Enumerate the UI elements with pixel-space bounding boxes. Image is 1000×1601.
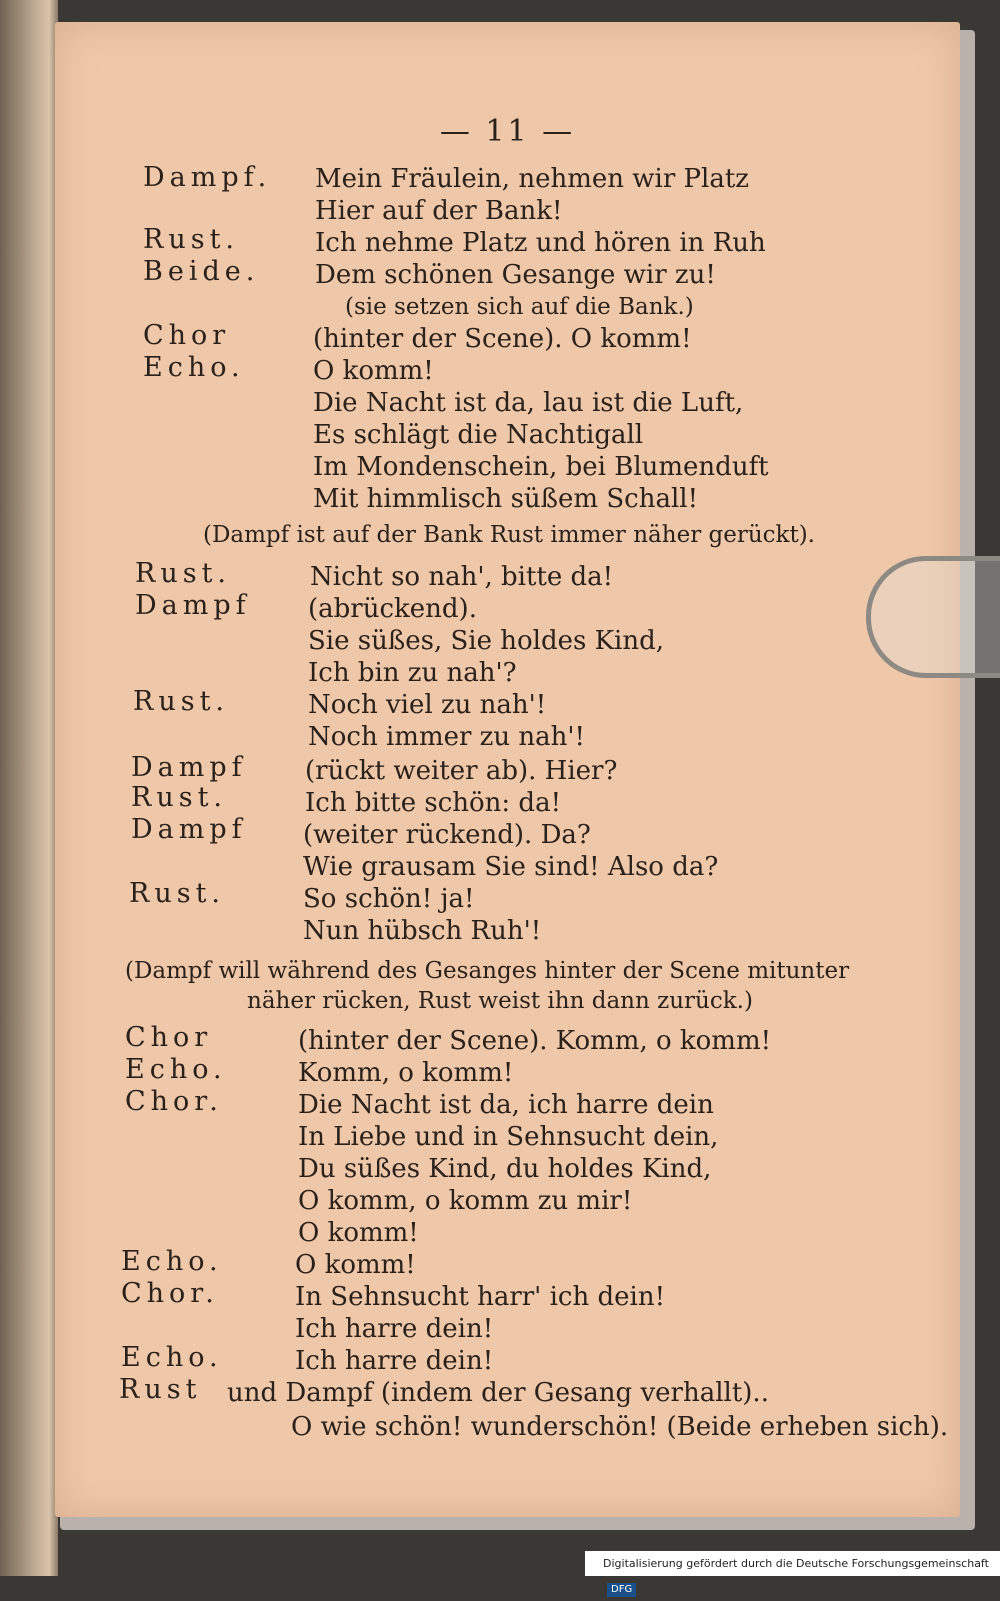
verse-line: Im Mondenschein, bei Blumenduft [313, 452, 769, 482]
verse-line: (rückt weiter ab). Hier? [305, 756, 618, 786]
funding-footer [585, 1551, 1000, 1595]
speaker-label: Rust. [129, 878, 226, 909]
verse-line: Noch viel zu nah'! [308, 690, 547, 720]
stage-direction: näher rücken, Rust weist ihn dann zurück.) [247, 988, 753, 1014]
speaker-label: Rust [119, 1374, 202, 1405]
speaker-label: Echo. [125, 1054, 227, 1085]
verse-line: Ich harre dein! [295, 1314, 494, 1344]
verse-line: So schön! ja! [303, 884, 475, 914]
verse-line: Dem schönen Gesange wir zu! [315, 260, 716, 290]
verse-line: Hier auf der Bank! [315, 196, 563, 226]
verse-line: O komm! [298, 1218, 419, 1248]
verse-line: Ich harre dein! [295, 1346, 494, 1376]
page-number: — 11 — [439, 114, 576, 149]
verse-line: In Liebe und in Sehnsucht dein, [298, 1122, 719, 1152]
verse-line: (abrückend). [308, 594, 477, 624]
verse-line: (weiter rückend). Da? [303, 820, 591, 850]
dfg-logo: DFG [607, 1583, 636, 1597]
speaker-label: Echo. [121, 1246, 223, 1277]
verse-line: Du süßes Kind, du holdes Kind, [298, 1154, 712, 1184]
verse-line: Sie süßes, Sie holdes Kind, [308, 626, 665, 656]
verse-line: Ich nehme Platz und hören in Ruh [315, 228, 766, 258]
verse-line: Nicht so nah', bitte da! [310, 562, 614, 592]
verse-line: Noch immer zu nah'! [308, 722, 585, 752]
speaker-label: Beide. [143, 256, 260, 287]
verse-line: (hinter der Scene). Komm, o komm! [298, 1026, 772, 1056]
speaker-label: Chor [125, 1022, 213, 1053]
book-page [55, 22, 960, 1517]
stage-direction: (Dampf will während des Gesanges hinter der Scene mitunter [125, 958, 850, 984]
speaker-label: Dampf. [143, 162, 272, 193]
stage-direction: (sie setzen sich auf die Bank.) [345, 294, 694, 320]
verse-line: O komm, o komm zu mir! [298, 1186, 633, 1216]
facing-page-edge [0, 0, 58, 1576]
speaker-label: Chor. [121, 1278, 219, 1309]
speaker-label: Chor. [125, 1086, 223, 1117]
speaker-label: Rust. [143, 224, 240, 255]
verse-line: (hinter der Scene). O komm! [313, 324, 692, 354]
speaker-label: Rust. [131, 782, 228, 813]
verse-line: Mein Fräulein, nehmen wir Platz [315, 164, 749, 194]
verse-line: Wie grausam Sie sind! Also da? [303, 852, 719, 882]
speaker-label: Chor [143, 320, 231, 351]
verse-line: In Sehnsucht harr' ich dein! [295, 1282, 666, 1312]
speaker-label: Rust. [135, 558, 232, 589]
verse-line: Mit himmlisch süßem Schall! [313, 484, 699, 514]
speaker-label: Dampf [135, 590, 251, 621]
speaker-label: Echo. [143, 352, 245, 383]
verse-line: Ich bitte schön: da! [305, 788, 562, 818]
speaker-label: Dampf [131, 752, 247, 783]
verse-line: Die Nacht ist da, ich harre dein [298, 1090, 714, 1120]
verse-line: O komm! [295, 1250, 416, 1280]
verse-line: Die Nacht ist da, lau ist die Luft, [313, 388, 744, 418]
speaker-label: Dampf [131, 814, 247, 845]
verse-line: Nun hübsch Ruh'! [303, 916, 542, 946]
verse-line: Ich bin zu nah'? [308, 658, 517, 688]
footer-text: Digitalisierung gefördert durch die Deutsche Forschungsgemeinschaft [603, 1557, 989, 1570]
stage-direction: (Dampf ist auf der Bank Rust immer näher gerückt). [203, 522, 815, 548]
speaker-label: Rust. [133, 686, 230, 717]
verse-line: Es schlägt die Nachtigall [313, 420, 644, 450]
verse-line: und Dampf (indem der Gesang verhallt).. [227, 1378, 769, 1408]
verse-line: O komm! [313, 356, 434, 386]
verse-line: Komm, o komm! [298, 1058, 514, 1088]
page-clip [866, 556, 1000, 678]
speaker-label: Echo. [121, 1342, 223, 1373]
verse-line: O wie schön! wunderschön! (Beide erheben sich). [291, 1412, 949, 1442]
